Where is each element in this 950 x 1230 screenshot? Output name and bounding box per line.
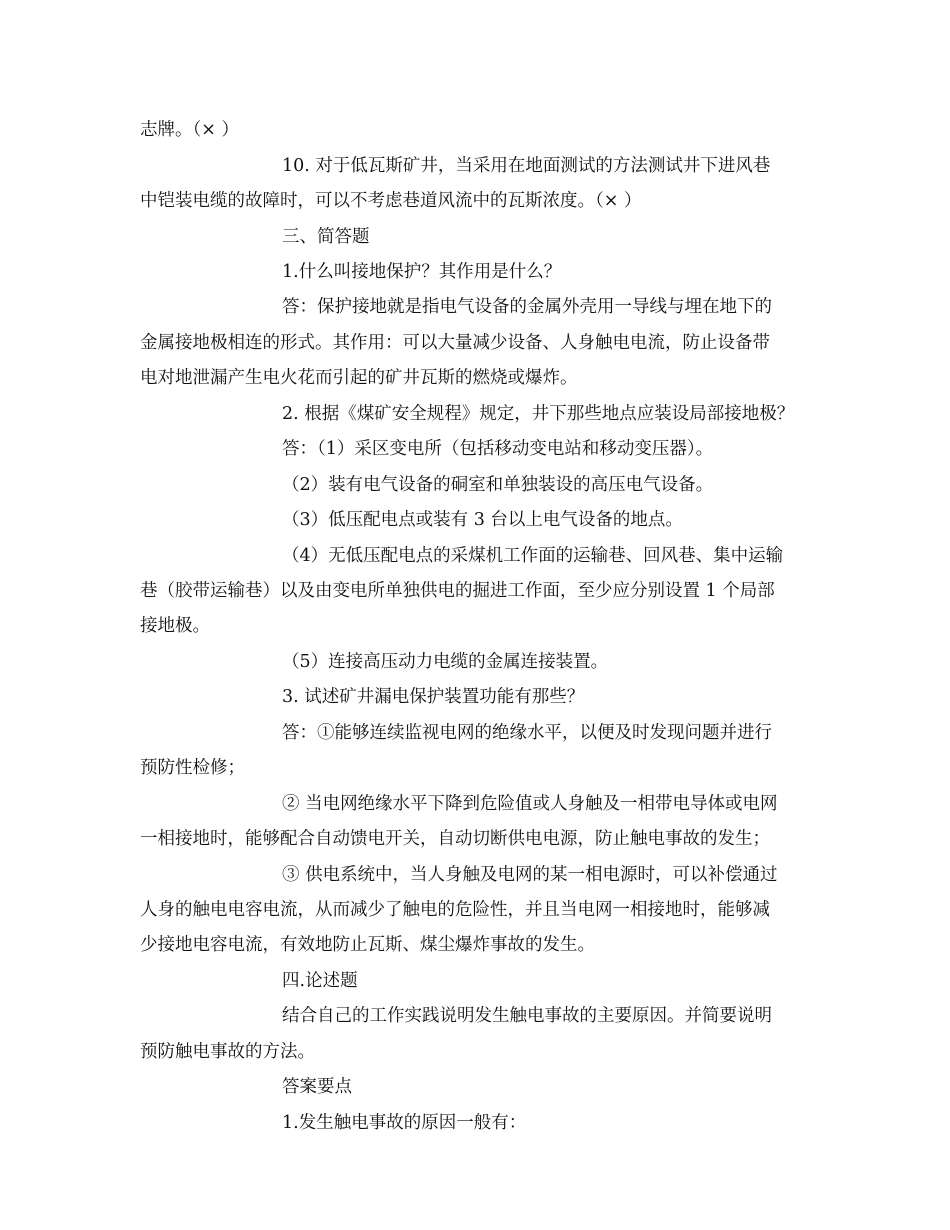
section-heading: 三、简答题 bbox=[282, 227, 370, 247]
text-line: （5）连接高压动力电缆的金属连接装置。 bbox=[282, 652, 609, 672]
text-line: 少接地电容电流，有效地防止瓦斯、煤尘爆炸事故的发生。 bbox=[140, 935, 595, 955]
text-line: 巷（胶带运输巷）以及由变电所单独供电的掘进工作面，至少应分别设置 1 个局部 bbox=[140, 581, 775, 601]
text-line: （2）装有电气设备的硐室和单独装设的高压电气设备。 bbox=[282, 475, 714, 495]
text-line: 预防触电事故的方法。 bbox=[140, 1042, 315, 1062]
text-line: 人身的触电电容电流，从而减少了触电的危险性，并且当电网一相接地时，能够减 bbox=[140, 900, 770, 920]
answer-line: 答：①能够连续监视电网的绝缘水平，以便及时发现问题并进行 bbox=[282, 723, 772, 743]
text-line: 一相接地时，能够配合自动馈电开关，自动切断供电电源，防止触电事故的发生； bbox=[140, 829, 770, 849]
answer-line: 答：（1）采区变电所（包括移动变电站和移动变压器）。 bbox=[282, 439, 714, 459]
text-line: 预防性检修； bbox=[140, 758, 245, 778]
text-line: 1.发生触电事故的原因一般有： bbox=[282, 1113, 527, 1133]
answer-line: 答：保护接地就是指电气设备的金属外壳用一导线与埋在地下的 bbox=[282, 297, 772, 317]
question-line: 2. 根据《煤矿安全规程》规定，井下那些地点应装设局部接地极？ bbox=[282, 404, 795, 424]
text-line: 接地极。 bbox=[140, 616, 210, 636]
question-line: 1.什么叫接地保护？其作用是什么？ bbox=[282, 262, 562, 282]
text-line: 结合自己的工作实践说明发生触电事故的主要原因。并简要说明 bbox=[282, 1006, 772, 1026]
question-line: 3. 试述矿井漏电保护装置功能有那些？ bbox=[282, 687, 585, 707]
text-line: 电对地泄漏产生电火花而引起的矿井瓦斯的燃烧或爆炸。 bbox=[140, 368, 578, 388]
text-line: ③ 供电系统中，当人身触及电网的某一相电源时，可以补偿通过 bbox=[282, 865, 778, 885]
text-line: ② 当电网绝缘水平下降到危险值或人身触及一相带电导体或电网 bbox=[282, 794, 778, 814]
text-line: 金属接地极相连的形式。其作用：可以大量减少设备、人身触电电流，防止设备带 bbox=[140, 333, 770, 353]
text-line: （3）低压配电点或装有 3 台以上电气设备的地点。 bbox=[282, 510, 683, 530]
text-line: 中铠装电缆的故障时，可以不考虑巷道风流中的瓦斯浓度。（× ） bbox=[140, 191, 642, 211]
text-line: 志牌。（× ） bbox=[140, 120, 239, 140]
text-line: （4）无低压配电点的采煤机工作面的运输巷、回风巷、集中运输 bbox=[282, 546, 784, 566]
section-heading: 四.论述题 bbox=[282, 971, 358, 991]
text-line: 10. 对于低瓦斯矿井，当采用在地面测试的方法测试井下进风巷 bbox=[282, 156, 771, 176]
subheading: 答案要点 bbox=[282, 1077, 352, 1097]
